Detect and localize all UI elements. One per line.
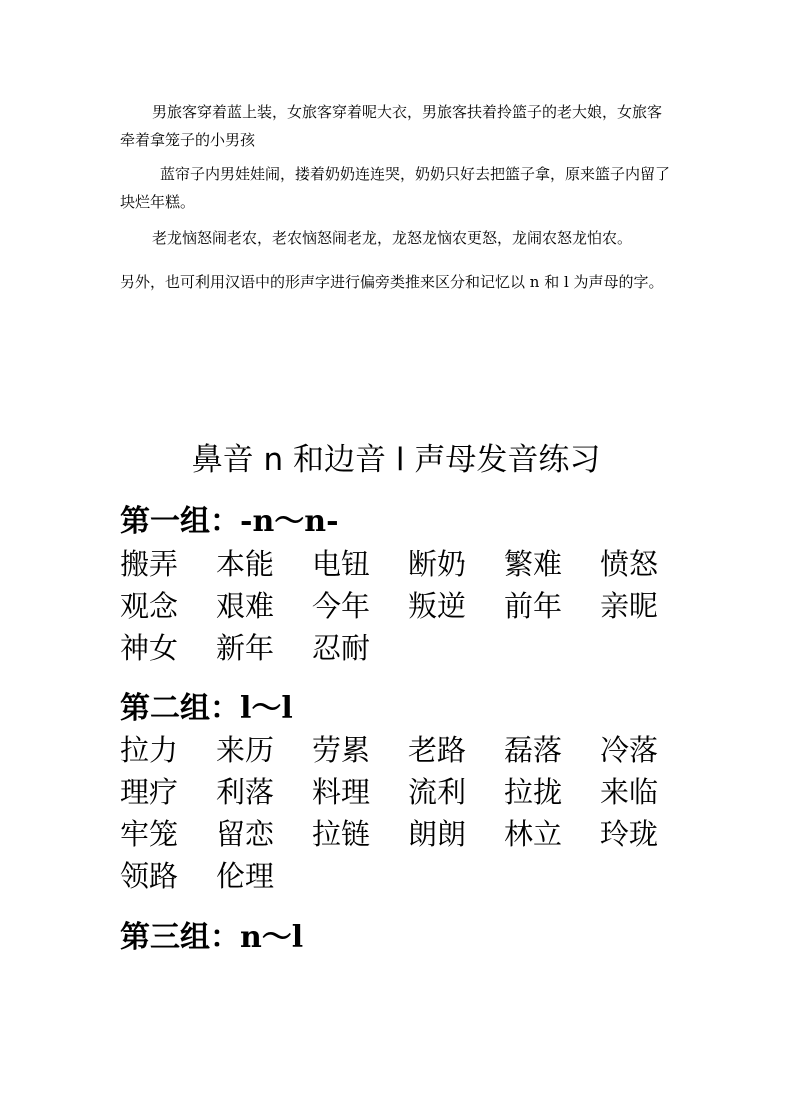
word-item: 电钮 bbox=[312, 547, 371, 581]
intro-paragraph-4: 另外，也可利用汉语中的形声字进行偏旁类推来区分和记忆以 n 和 l 为声母的字。 bbox=[120, 273, 664, 291]
word-item: 朗朗 bbox=[408, 817, 467, 851]
word-item: 亲昵 bbox=[600, 589, 659, 623]
word-item: 留恋 bbox=[216, 817, 275, 851]
word-item: 玲珑 bbox=[600, 817, 659, 851]
group-2-heading: 第二组：l～l bbox=[120, 691, 293, 726]
word-item: 愤怒 bbox=[600, 547, 659, 581]
word-item: 叛逆 bbox=[408, 589, 467, 623]
word-item: 艰难 bbox=[216, 589, 275, 623]
word-item: 料理 bbox=[312, 775, 371, 809]
word-item: 前年 bbox=[504, 589, 563, 623]
word-item: 搬弄 bbox=[120, 547, 179, 581]
word-item: 流利 bbox=[408, 775, 467, 809]
word-item: 断奶 bbox=[408, 547, 467, 581]
word-item: 拉链 bbox=[312, 817, 371, 851]
word-item: 今年 bbox=[312, 589, 371, 623]
word-item: 拉力 bbox=[120, 733, 179, 767]
intro-paragraph-2: 蓝帘子内男娃娃闹，搂着奶奶连连哭，奶奶只好去把篮子拿，原来篮子内留了块烂年糕。 bbox=[120, 165, 671, 211]
word-item: 伦理 bbox=[216, 859, 275, 893]
word-item: 忍耐 bbox=[312, 631, 371, 665]
word-item: 林立 bbox=[504, 817, 563, 851]
page-title: 鼻音 n 和边音 l 声母发音练习 bbox=[191, 442, 601, 478]
intro-paragraph-1: 男旅客穿着蓝上装，女旅客穿着呢大衣，男旅客扶着拎篮子的老大娘，女旅客牵着拿笼子的小男孩 bbox=[120, 103, 663, 149]
word-item: 牢笼 bbox=[120, 817, 179, 851]
word-item: 冷落 bbox=[600, 733, 659, 767]
group-1-heading: 第一组：-n～n- bbox=[120, 504, 339, 539]
word-item: 来临 bbox=[600, 775, 659, 809]
word-item: 新年 bbox=[216, 631, 275, 665]
group-2-word-list bbox=[120, 729, 720, 897]
group-1-word-list bbox=[120, 543, 720, 669]
group-3-heading: 第三组：n～l bbox=[120, 920, 304, 955]
word-item: 磊落 bbox=[504, 733, 563, 767]
word-item: 领路 bbox=[120, 859, 179, 893]
word-item: 老路 bbox=[408, 733, 467, 767]
word-item: 理疗 bbox=[120, 775, 179, 809]
word-item: 劳累 bbox=[312, 733, 371, 767]
word-item: 观念 bbox=[120, 589, 179, 623]
word-item: 本能 bbox=[216, 547, 275, 581]
intro-paragraph-3: 老龙恼怒闹老农，老农恼怒闹老龙，龙怒龙恼农更怒，龙闹农怒龙怕农。 bbox=[152, 229, 633, 247]
word-item: 拉拢 bbox=[504, 775, 563, 809]
word-item: 繁难 bbox=[504, 547, 563, 581]
word-item: 神女 bbox=[120, 631, 179, 665]
word-item: 来历 bbox=[216, 733, 275, 767]
word-item: 利落 bbox=[216, 775, 275, 809]
